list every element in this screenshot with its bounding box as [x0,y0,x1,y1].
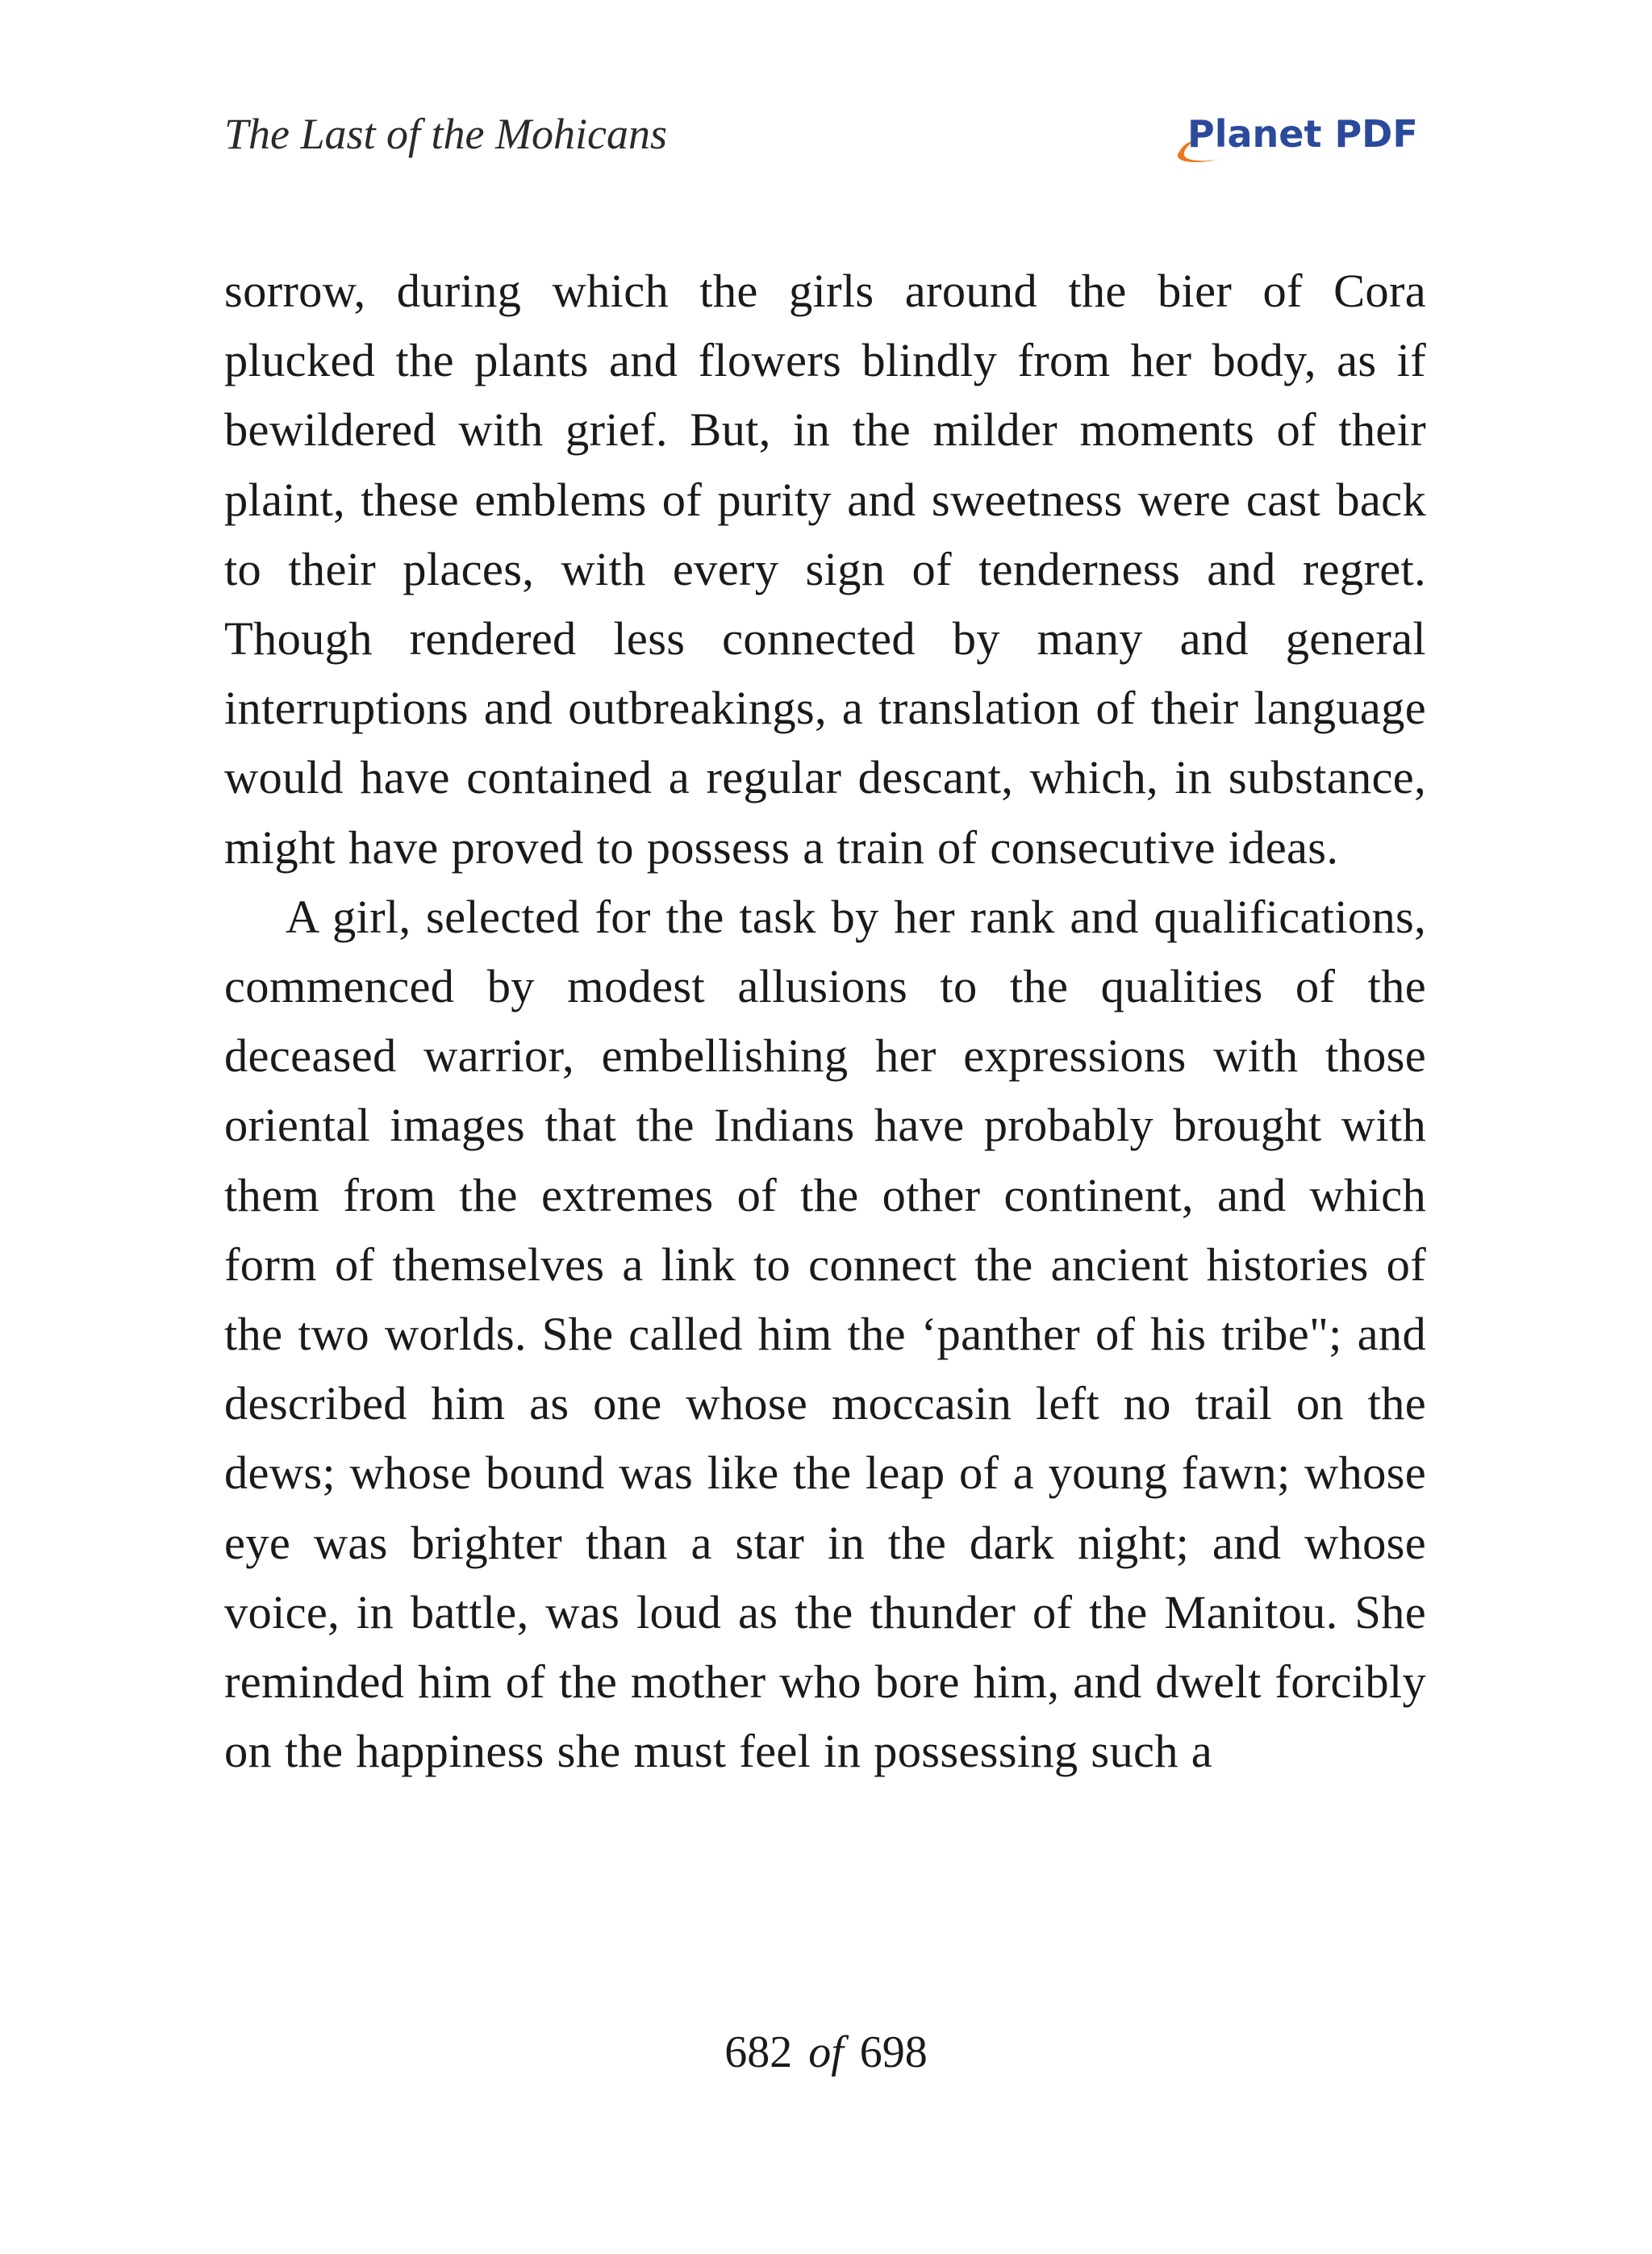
planet-pdf-logo-icon [1168,105,1426,169]
paragraph: A girl, selected for the task by her rank and qualifications, commenced by modest allusions to the qualities of the deceased warrior, embellishing her expressions with those oriental images that the Indians have probably brought with them from the extremes of the other continent, and which form of themselves a link to connect the ancient histories of the two worlds. She called him the ‘panther of his tribe"; and described him as one whose moccasin left no trail on the dews; whose bound was like the leap of a young fawn; whose eye was brighter than a star in the dark night; and whose voice, in battle, was loud as the thunder of the Manitou. She reminded him of the mother who bore him, and dwelt forcibly on the happiness she must feel in possessing such a [224,890,1426,1778]
page-header [224,105,1426,186]
page-of-label: of [808,2027,844,2077]
total-pages-number: 698 [859,2027,928,2077]
current-page-number: 682 [724,2027,793,2077]
planet-pdf-logo [1168,105,1426,169]
book-body-text [224,257,1426,1786]
book-title: The Last of the Mohicans [224,110,667,158]
paragraph-continued: sorrow, during which the girls around the bier of Cora plucked the plants and flowers blindly from her body, as if bewildered with grief. But, in the milder moments of their plaint, these emblems of purity and sweetness were cast back to their places, with every sign of tenderness and regret. Though rendered less connected by many and general interruptions and outbreakings, a translation of their language would have contained a regular descant, which, in substance, might have proved to possess a train of consecutive ideas. [224,265,1426,874]
logo-text: Planet PDF [1187,112,1418,156]
page-number [0,2027,1652,2078]
